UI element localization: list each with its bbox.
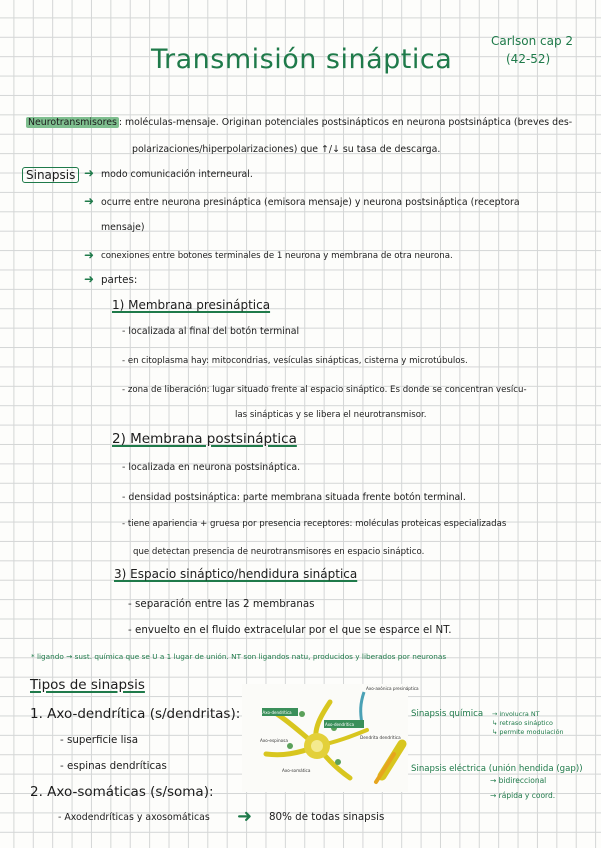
axo-dendritica-item-1: - superficie lisa <box>60 734 139 746</box>
electrica-item-2: → rápida y coord. <box>490 791 556 800</box>
postsinaptica-item-2: - densidad postsináptica: parte membrana situada frente botón terminal. <box>122 492 466 503</box>
diagram-label-dendrite-top: Axo-dendrítica <box>262 710 292 715</box>
diagram-label-axo-somatica: Axo-somática <box>282 768 311 773</box>
source-reference: Carlson cap 2 <box>491 34 574 48</box>
diagram-label-dendrite-mid: Axo-dendrítica <box>325 722 355 727</box>
diagram-label-axon-terminal: Axo-axónica presináptica <box>366 686 419 691</box>
arrow-icon: ➜ <box>84 166 95 180</box>
presinaptica-item-1: - localizada al final del botón terminal <box>122 326 300 337</box>
section-heading-postsinaptica: 2) Membrana postsináptica <box>112 431 297 447</box>
axo-somatica-result: 80% de todas sinapsis <box>269 811 385 823</box>
neurotransmisores-line-1 <box>26 117 572 128</box>
tipo-axo-somatica: 2. Axo-somáticas (s/soma): <box>30 784 214 800</box>
section-heading-espacio: 3) Espacio sináptico/hendidura sináptica <box>114 567 358 581</box>
quimica-item-1: → involucra NT <box>492 710 540 718</box>
quimica-item-2: ↳ retraso sináptico <box>492 719 553 727</box>
side-note-quimica: Sinapsis química <box>411 709 484 719</box>
source-pages: (42-52) <box>506 52 551 66</box>
presinaptica-item-2: - en citoplasma hay: mitocondrias, vesículas sinápticas, cisterna y microtúbulos. <box>122 356 468 366</box>
synapse-types-diagram <box>242 684 419 792</box>
footnote: * ligando → sust. química que se U a 1 lugar de unión. NT son ligandos natu, producidos y liberados por neuronas <box>31 652 447 661</box>
presinaptica-item-3-cont: las sinápticas y se libera el neurotransmisor. <box>235 410 427 420</box>
diagram-label-dendritic-spine: Dendrita dendrítica <box>360 735 401 740</box>
side-note-electrica: Sinapsis eléctrica (unión hendida (gap)) <box>411 764 583 774</box>
presinaptica-item-3: - zona de liberación: lugar situado frente al espacio sináptico. Es donde se concentran vesícu- <box>122 385 527 395</box>
sinapsis-item-2: ocurre entre neurona presináptica (emisora mensaje) y neurona postsináptica (receptora <box>101 197 520 208</box>
sinapsis-term: Sinapsis <box>22 167 79 183</box>
axo-somatica-item: - Axodendríticas y axosomáticas <box>58 812 210 823</box>
section-heading-presinaptica: 1) Membrana presináptica <box>112 298 271 312</box>
sinapsis-item-1: modo comunicación interneural. <box>101 169 253 180</box>
arrow-icon: ➜ <box>84 248 95 262</box>
neurotransmisores-term: Neurotransmisores <box>28 117 117 128</box>
arrow-icon: ➜ <box>237 806 253 827</box>
electrica-item-1: → bidireccional <box>490 776 547 785</box>
postsinaptica-item-1: - localizada en neurona postsináptica. <box>122 462 301 473</box>
neurotransmisores-line-2: polarizaciones/hiperpolarizaciones) que ↑/↓ su tasa de descarga. <box>132 144 441 155</box>
sinapsis-item-2-cont: mensaje) <box>101 222 145 233</box>
sinapsis-item-3: conexiones entre botones terminales de 1 neurona y membrana de otra neurona. <box>101 251 453 261</box>
diagram-label-axo-espinosa: Axo-espinosa <box>260 738 288 743</box>
sinapsis-item-4: partes: <box>101 274 138 286</box>
page-title: Transmisión sináptica <box>151 44 453 75</box>
section-heading-tipos: Tipos de sinapsis <box>30 677 145 693</box>
quimica-item-3: ↳ permite modulación <box>492 728 564 736</box>
postsinaptica-item-3-cont: que detectan presencia de neurotransmisores en espacio sináptico. <box>133 547 425 557</box>
arrow-icon: ➜ <box>84 272 95 286</box>
axo-dendritica-item-2: - espinas dendríticas <box>60 760 167 772</box>
espacio-item-1: - separación entre las 2 membranas <box>128 598 315 610</box>
espacio-item-2: - envuelto en el fluido extracelular por el que se esparce el NT. <box>128 624 452 636</box>
tipo-axo-dendritica: 1. Axo-dendrítica (s/dendritas): <box>30 706 241 722</box>
arrow-icon: ➜ <box>84 194 95 208</box>
postsinaptica-item-3: - tiene apariencia + gruesa por presencia receptores: moléculas proteicas especializadas <box>122 519 507 529</box>
neurotransmisores-definition: : moléculas-mensaje. Originan potenciales postsinápticos en neurona postsináptica (breves des- <box>118 117 573 128</box>
